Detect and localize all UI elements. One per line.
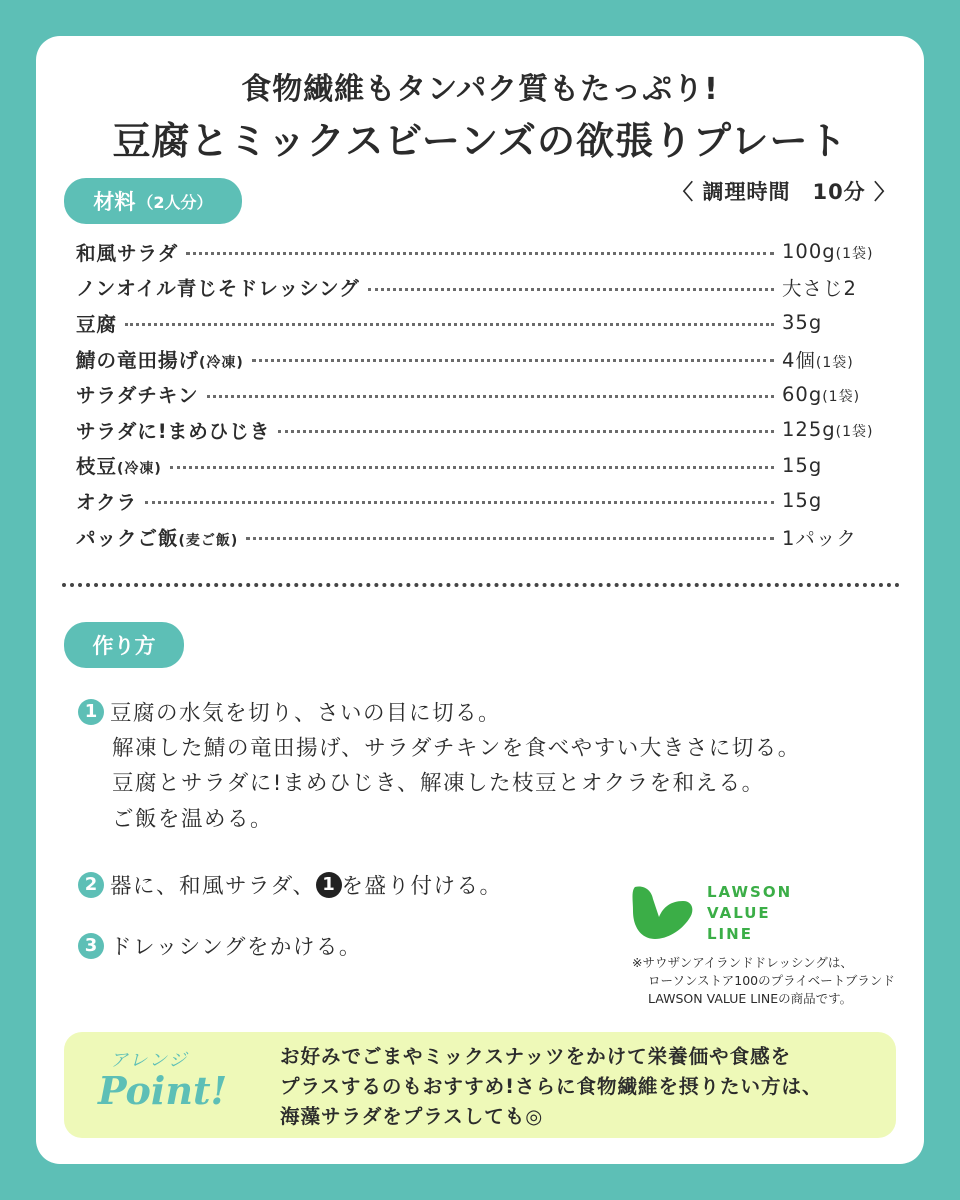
step-text: 豆腐の水気を切り、さいの目に切る。 [110, 701, 502, 726]
ingredient-amount-note: (1袋) [815, 354, 854, 371]
step-number-badge: 2 [78, 872, 104, 898]
recipe-card [36, 36, 924, 1164]
leader-dots [246, 537, 774, 540]
ingredient-name: オクラ [76, 490, 138, 514]
leader-dots [186, 252, 774, 255]
step-text: 解凍した鯖の竜田揚げ、サラダチキンを食べやすい大きさに切る。 [112, 736, 801, 762]
leader-dots [278, 430, 774, 433]
leader-dots [145, 501, 774, 504]
leader-dots [207, 395, 774, 398]
step-2 [78, 869, 503, 904]
ingredient-name: ノンオイル青じそドレッシング [76, 277, 360, 301]
ingredient-amount: 60g(1袋) [782, 382, 861, 406]
ingredient-row [76, 519, 888, 555]
servings-label: （2人分） [137, 192, 213, 212]
ingredient-amount-note: (1袋) [835, 246, 874, 263]
ingredient-name: 和風サラダ [76, 241, 179, 265]
ingredient-amount-note: (1袋) [822, 388, 861, 405]
ingredient-name: 鯖の竜田揚げ(冷凍) [76, 348, 244, 372]
step-number-badge: 3 [78, 933, 104, 959]
ingredient-amount: 125g(1袋) [782, 418, 874, 442]
step-text: を盛り付ける。 [341, 874, 503, 899]
step-1 [78, 696, 801, 837]
ingredient-note: (冷凍) [117, 461, 162, 478]
ingredient-name: パックご飯(麦ご飯) [76, 526, 239, 550]
step-text: 豆腐とサラダに!まめひじき、解凍した枝豆とオクラを和える。 [112, 771, 765, 797]
point-label: Point! [98, 1068, 228, 1113]
leader-dots [368, 288, 774, 291]
arrange-label: アレンジ [110, 1050, 189, 1071]
leader-dots [252, 359, 774, 362]
ingredient-note: (麦ご飯) [178, 532, 239, 549]
ingredient-amount: 15g [782, 453, 823, 477]
step-text: ドレッシングをかける。 [110, 935, 362, 960]
ingredients-label: 材料 [93, 190, 136, 214]
ingredient-note: (冷凍) [199, 354, 244, 371]
ingredient-row [76, 341, 888, 377]
ingredient-row [76, 234, 888, 270]
ingredient-amount: 大さじ2 [782, 277, 857, 301]
ingredient-amount: 35g [782, 311, 823, 335]
ingredient-name: 豆腐 [76, 312, 118, 336]
arrange-point-box [64, 1032, 896, 1138]
leader-dots [125, 323, 774, 326]
lawson-heart-logo-icon [629, 881, 697, 943]
ingredient-name: 枝豆(冷凍) [76, 455, 162, 479]
step-text: ご飯を温める。 [112, 806, 274, 832]
ingredient-row [76, 270, 888, 306]
ingredient-amount: 15g [782, 489, 823, 513]
ingredient-name: サラダチキン [76, 384, 199, 408]
section-divider [62, 583, 900, 587]
ingredients-heading [64, 178, 242, 224]
leader-dots [170, 466, 774, 469]
ingredient-amount: 1パック [782, 526, 857, 550]
ingredient-name: サラダに!まめひじき [76, 419, 271, 443]
cook-time: 〈 調理時間 10分 〉 [672, 180, 896, 204]
point-text: お好みでごまやミックスナッツをかけて栄養価や食感を プラスするのもおすすめ!さらに食物繊維を摂りたい方は、 海藻サラダをプラスしても◎ [280, 1045, 823, 1128]
ingredient-amount-note: (1袋) [835, 424, 874, 441]
ingredient-row [76, 305, 888, 341]
lawson-footnote: ※サウザンアイランドドレッシングは、 ローソンストア100のプライベートブランド LAWSON VALUE LINEの商品です。 [632, 955, 895, 1006]
ingredient-row [76, 376, 888, 412]
ingredient-row [76, 483, 888, 519]
steps-heading: 作り方 [64, 622, 184, 668]
ingredient-list [76, 234, 888, 554]
subtitle: 食物繊維もタンパク質もたっぷり! [241, 72, 719, 107]
step-text: 器に、和風サラダ、 [110, 874, 316, 899]
page-title: 豆腐とミックスビーンズの欲張りプレート [112, 119, 848, 163]
ingredient-row [76, 448, 888, 484]
ingredient-amount: 4個(1袋) [782, 348, 854, 372]
lawson-brand-text: LAWSON VALUE LINE [707, 883, 793, 943]
ingredient-row [76, 412, 888, 448]
ingredient-amount: 100g(1袋) [782, 240, 874, 264]
step-reference-badge: 1 [316, 872, 342, 898]
step-number-badge: 1 [78, 699, 104, 725]
step-3 [78, 930, 362, 965]
